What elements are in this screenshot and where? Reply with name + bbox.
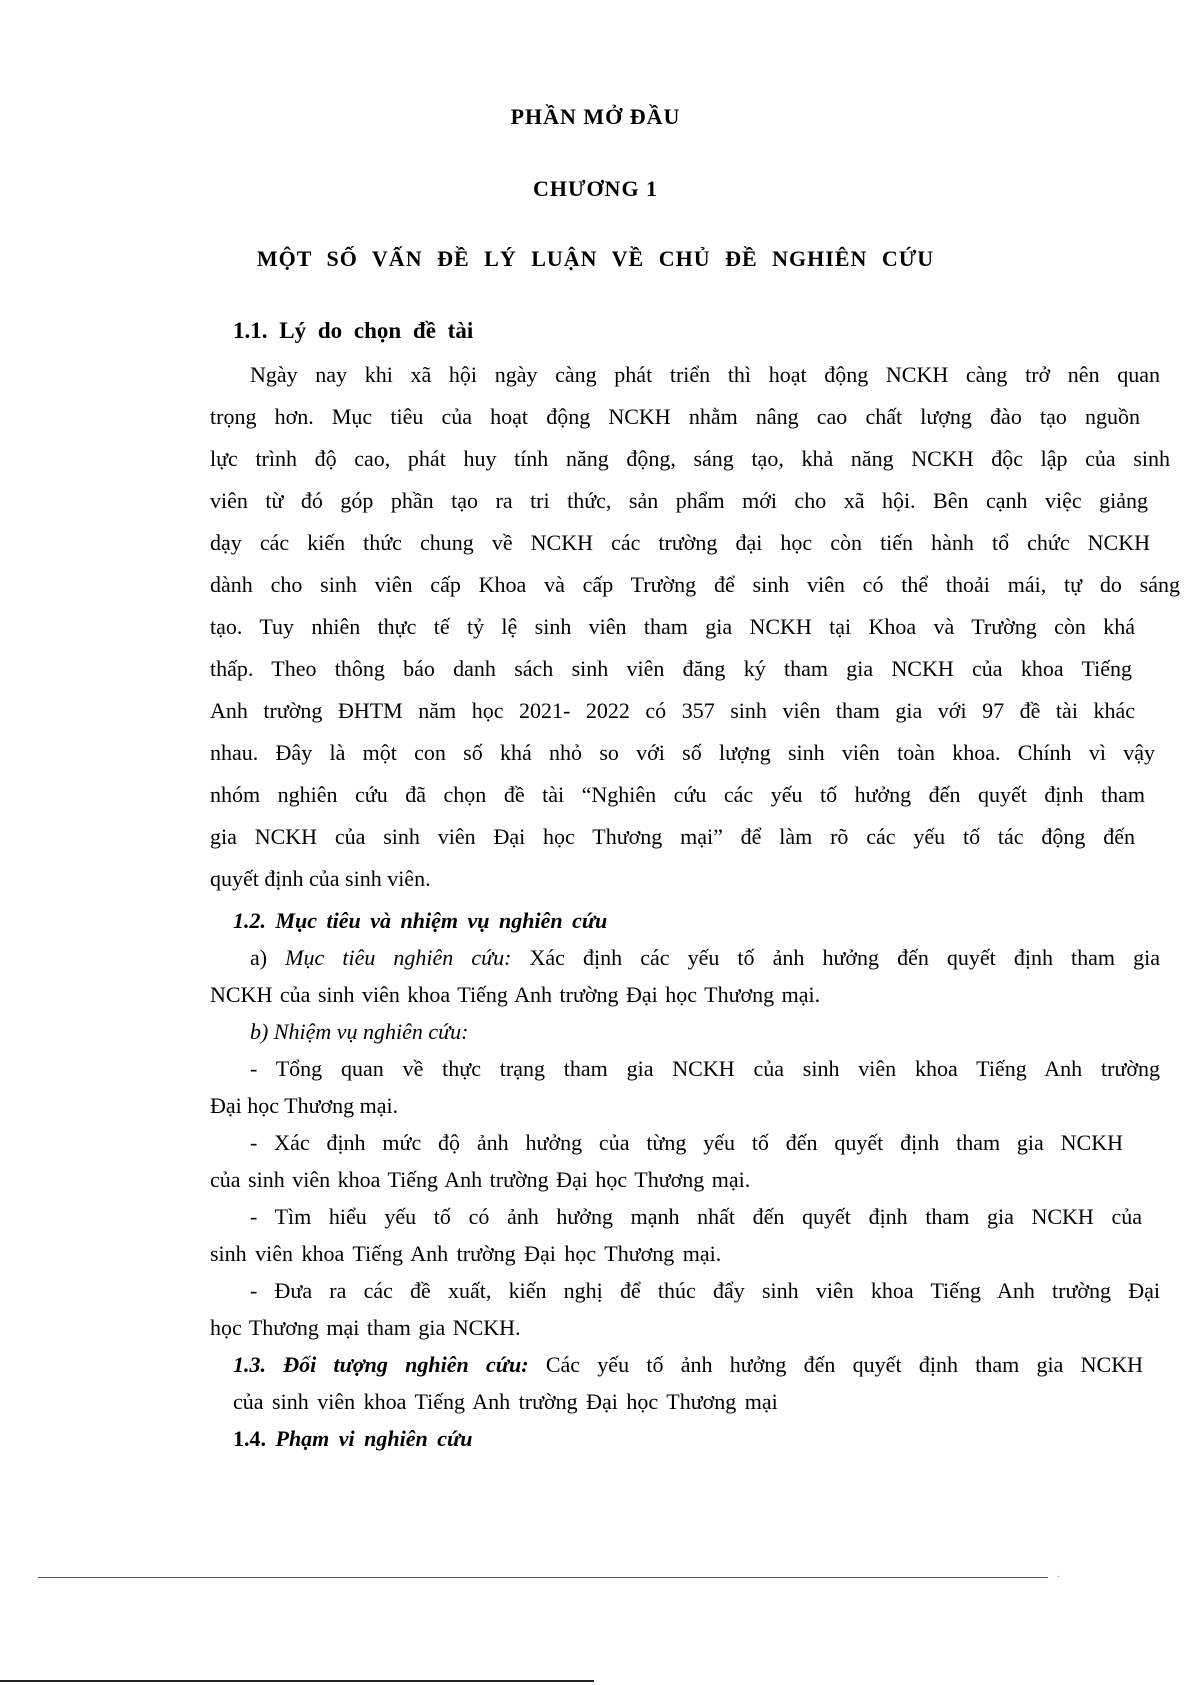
section-1-2-heading: 1.2. Mục tiêu và nhiệm vụ nghiên cứu [233, 908, 608, 933]
task-line: - Đưa ra các đề xuất, kiến nghị để thúc đẩy sinh viên khoa Tiếng Anh trường Đại [250, 1278, 1160, 1303]
section-1-4-heading: Phạm vi nghiên cứu [275, 1426, 473, 1451]
section-1-3-line [233, 1350, 1143, 1380]
paragraph-line: gia NCKH của sinh viên Đại học Thương mại” để làm rõ các yếu tố tác động đến [210, 824, 1135, 849]
paragraph-line: nhau. Đây là một con số khá nhỏ so với số lượng sinh viên toàn khoa. Chính vì vậy [210, 740, 1155, 765]
paragraph-line: thấp. Theo thông báo danh sách sinh viên đăng ký tham gia NCKH của khoa Tiếng [210, 656, 1132, 681]
task-line: Đại học Thương mại. [210, 1093, 399, 1118]
page-bottom-rule [0, 1680, 594, 1682]
task-line: học Thương mại tham gia NCKH. [210, 1315, 521, 1340]
goal-line-2: NCKH của sinh viên khoa Tiếng Anh trường Đại học Thương mại. [210, 982, 821, 1007]
paragraph-line: tạo. Tuy nhiên thực tế tỷ lệ sinh viên tham gia NCKH tại Khoa và Trường còn khá [210, 614, 1135, 639]
task-line: - Tổng quan về thực trạng tham gia NCKH của sinh viên khoa Tiếng Anh trường [250, 1056, 1160, 1081]
paragraph-line: nhóm nghiên cứu đã chọn đề tài “Nghiên cứu các yếu tố hưởng đến quyết định tham [210, 782, 1145, 807]
footer-rule-mark: · [1057, 1572, 1061, 1583]
paragraph-line: trọng hơn. Mục tiêu của hoạt động NCKH nhằm nâng cao chất lượng đào tạo nguồn [210, 404, 1140, 429]
paragraph-line: dạy các kiến thức chung về NCKH các trường đại học còn tiến hành tổ chức NCKH [210, 530, 1150, 555]
section-1-3-text: Các yếu tố ảnh hưởng đến quyết định tham gia NCKH [528, 1352, 1143, 1377]
paragraph-line: quyết định của sinh viên. [210, 866, 431, 891]
paragraph-line: viên từ đó góp phần tạo ra tri thức, sản phẩm mới cho xã hội. Bên cạnh việc giảng [210, 488, 1148, 513]
goal-label: Mục tiêu nghiên cứu: [285, 945, 512, 970]
task-line: của sinh viên khoa Tiếng Anh trường Đại học Thương mại. [210, 1167, 751, 1192]
task-line: sinh viên khoa Tiếng Anh trường Đại học Thương mại. [210, 1241, 722, 1266]
task-line: - Xác định mức độ ảnh hưởng của từng yếu tố đến quyết định tham gia NCKH [250, 1130, 1123, 1155]
section-1-1-heading: 1.1. Lý do chọn đề tài [233, 318, 474, 343]
section-1-4-line [233, 1424, 472, 1454]
goal-line [250, 943, 1160, 973]
paragraph-line: Ngày nay khi xã hội ngày càng phát triển thì hoạt động NCKH càng trở nên quan [250, 362, 1160, 387]
chapter-heading: CHƯƠNG 1 [532, 176, 659, 201]
goal-text: Xác định các yếu tố ảnh hưởng đến quyết định tham gia [511, 945, 1160, 970]
paragraph-line: dành cho sinh viên cấp Khoa và cấp Trường để sinh viên có thể thoải mái, tự do sáng [210, 572, 1180, 597]
section-1-3-heading: 1.3. Đối tượng nghiên cứu: [233, 1352, 529, 1377]
paragraph-line: lực trình độ cao, phát huy tính năng động, sáng tạo, khả năng NCKH độc lập của sinh [210, 446, 1170, 471]
goal-prefix: a) [250, 945, 286, 970]
chapter-title: MỘT SỐ VẤN ĐỀ LÝ LUẬN VỀ CHỦ ĐỀ NGHIÊN CỨU [256, 246, 935, 271]
section-1-4-number: 1.4. [233, 1426, 276, 1451]
task-line: - Tìm hiểu yếu tố có ảnh hưởng mạnh nhất đến quyết định tham gia NCKH của [250, 1204, 1142, 1229]
task-label: b) Nhiệm vụ nghiên cứu: [250, 1019, 469, 1044]
paragraph-line: Anh trường ĐHTM năm học 2021- 2022 có 357 sinh viên tham gia với 97 đề tài khác [210, 698, 1135, 723]
footer-rule [38, 1577, 1048, 1578]
section-1-3-line-2: của sinh viên khoa Tiếng Anh trường Đại học Thương mại [233, 1389, 778, 1414]
part-heading: PHẦN MỞ ĐẦU [510, 104, 681, 129]
